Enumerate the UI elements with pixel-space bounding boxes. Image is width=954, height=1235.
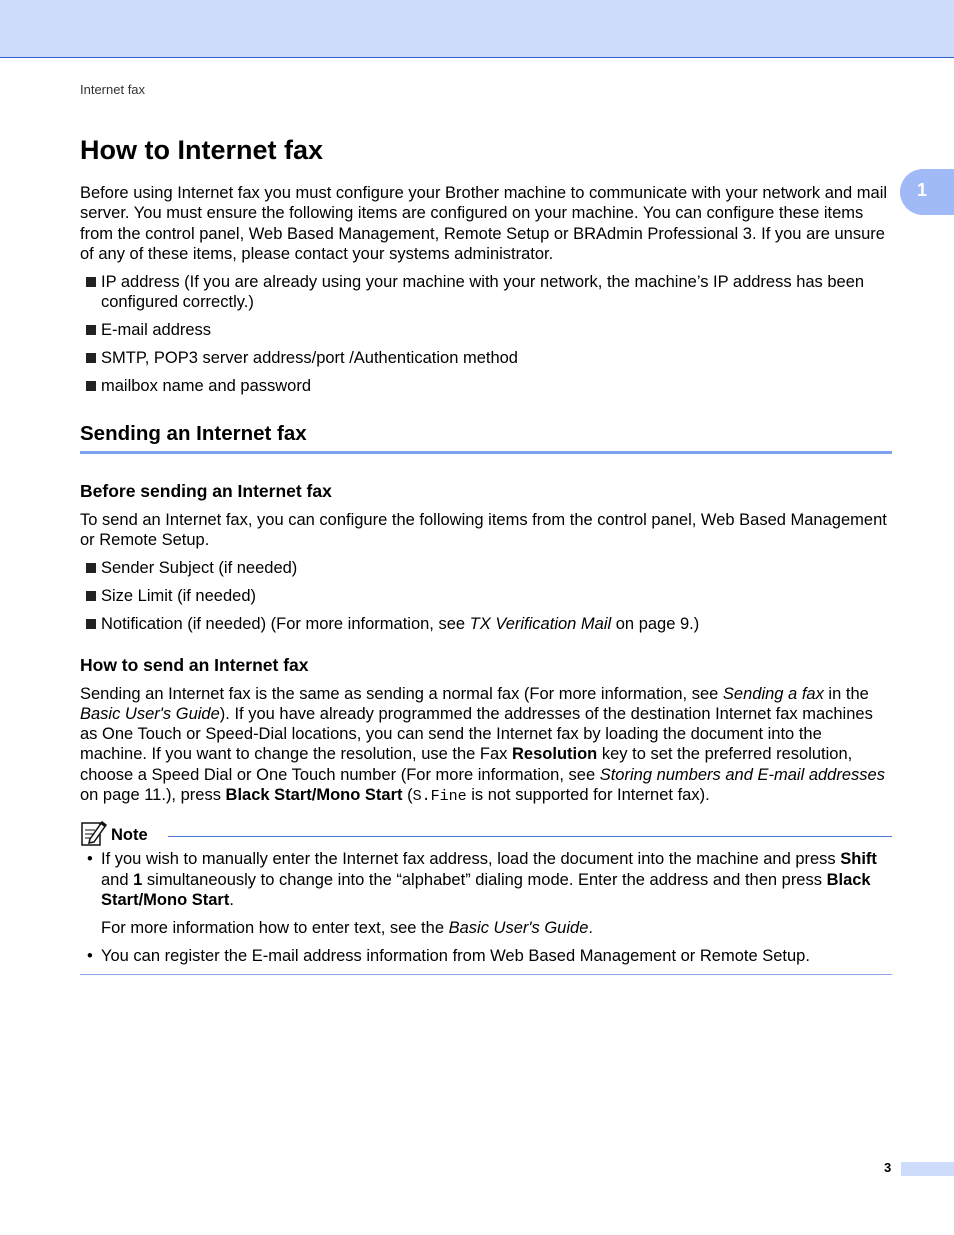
config-list xyxy=(80,272,892,397)
list-item: mailbox name and password xyxy=(80,376,892,396)
key-name: 1 xyxy=(133,870,143,889)
note-subparagraph: For more information how to enter text, see the Basic User's Guide. xyxy=(101,919,593,938)
guide-title: Basic User's Guide xyxy=(448,919,589,938)
guide-title: Basic User's Guide xyxy=(80,704,220,723)
subsection-heading-before-sending: Before sending an Internet fax xyxy=(80,480,332,501)
list-item: Notification (if needed) (For more information, see TX Verification Mail on page 9.) xyxy=(80,614,892,634)
subsection-heading-how-to-send: How to send an Internet fax xyxy=(80,654,309,675)
square-bullet-icon xyxy=(86,381,96,391)
note-header xyxy=(80,819,892,845)
note-pencil-icon xyxy=(80,819,108,847)
how-to-send-paragraph: Sending an Internet fax is the same as sending a normal fax (For more information, see Sending a fax in the Basic User's Guide). If you have already programmed the addresses of the destination Internet fax machines as One Touch or Speed-Dial locations, you can send the Internet fax by loading the document into the machine. If you want to change the resolution, use the Fax Resolution key to set the preferred resolution, choose a Speed Dial or One Touch number (For more information, see Storing numbers and E-mail addresses on page 11.), press Black Start/Mono Start (S.Fine is not supported for Internet fax). xyxy=(80,684,885,806)
note-list xyxy=(80,849,892,966)
note-divider xyxy=(168,836,892,837)
chapter-number: 1 xyxy=(917,180,928,200)
key-name: Shift xyxy=(840,850,877,869)
square-bullet-icon xyxy=(86,619,96,629)
list-item: • If you wish to manually enter the Internet fax address, load the document into the machine and press Shift and 1 simultaneously to change into the “alphabet” dialing mode. Enter the address and then press Black Start/Mono Start. For more information how to enter text, see the Basic User's Guide. xyxy=(80,849,892,938)
before-sending-paragraph: To send an Internet fax, you can configure the following items from the control panel, Web Based Management or Remote Setup. xyxy=(80,510,887,550)
square-bullet-icon xyxy=(86,325,96,335)
list-item: Size Limit (if needed) xyxy=(80,586,892,606)
bullet-dot-icon: • xyxy=(87,947,93,966)
lcd-text: S.Fine xyxy=(412,788,467,806)
list-item: Sender Subject (if needed) xyxy=(80,558,892,578)
chapter-tab xyxy=(900,169,954,215)
note-label: Note xyxy=(111,826,148,845)
footer-band xyxy=(901,1162,954,1176)
cross-reference-link[interactable]: Sending a fax xyxy=(722,684,824,703)
page-number: 3 xyxy=(884,1160,892,1175)
list-item: E-mail address xyxy=(80,320,892,340)
header-band xyxy=(0,0,954,58)
page-content xyxy=(80,133,892,975)
key-name: Black Start/Mono Start xyxy=(225,786,403,805)
list-item: SMTP, POP3 server address/port /Authentication method xyxy=(80,348,892,368)
key-name: Resolution xyxy=(512,745,598,764)
note-bottom-divider xyxy=(80,974,892,975)
square-bullet-icon xyxy=(86,591,96,601)
cross-reference-link[interactable]: TX Verification Mail xyxy=(469,615,612,634)
cross-reference-link[interactable]: Storing numbers and E-mail addresses xyxy=(599,765,885,784)
section-heading: Sending an Internet fax xyxy=(80,421,892,454)
intro-paragraph: Before using Internet fax you must configure your Brother machine to communicate with your network and mail server. You must ensure the following items are configured on your machine. You can configure these items from the control panel, Web Based Management, Remote Setup or BRAdmin Professional 3. If you are unsure of any of these items, please contact your systems administrator. xyxy=(80,184,888,263)
square-bullet-icon xyxy=(86,277,96,287)
list-item: • You can register the E-mail address information from Web Based Management or Remote Setup. xyxy=(87,947,810,966)
page-title: How to Internet fax xyxy=(80,135,324,165)
bullet-dot-icon: • xyxy=(87,850,93,869)
running-header: Internet fax xyxy=(80,82,146,97)
square-bullet-icon xyxy=(86,353,96,363)
square-bullet-icon xyxy=(86,563,96,573)
list-item: IP address (If you are already using your machine with your network, the machine’s IP address has been configured correctly.) xyxy=(80,272,892,313)
key-name: Black Start/Mono Start xyxy=(101,870,871,909)
before-sending-list xyxy=(80,558,892,634)
